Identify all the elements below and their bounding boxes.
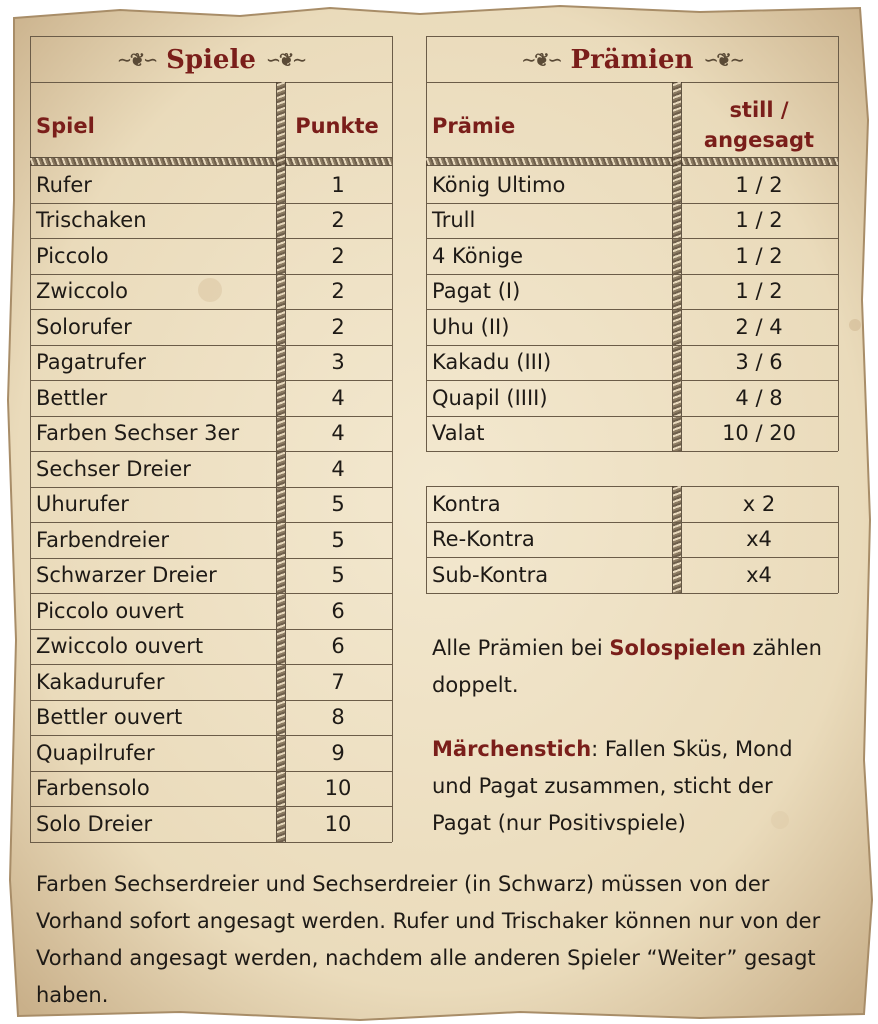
row-value: 9 bbox=[331, 740, 345, 765]
table-row bbox=[30, 203, 392, 239]
row-label: Solo Dreier bbox=[36, 811, 153, 836]
row-label: Bettler bbox=[36, 385, 108, 410]
solo-emphasis: Solospielen bbox=[609, 636, 746, 660]
row-value: 2 bbox=[331, 243, 345, 268]
table-row bbox=[30, 629, 392, 665]
table-row bbox=[30, 735, 392, 771]
table-row bbox=[30, 700, 392, 736]
row-label: Solorufer bbox=[36, 314, 132, 339]
table-row bbox=[30, 771, 392, 807]
row-value: 4 bbox=[331, 421, 345, 446]
col-header-spiel: Spiel bbox=[36, 114, 95, 138]
table-row bbox=[30, 593, 392, 629]
row-value: 7 bbox=[331, 669, 345, 694]
row-value: x4 bbox=[746, 527, 772, 552]
table-row bbox=[426, 416, 838, 452]
table-row bbox=[426, 203, 838, 239]
col-header-punkte: Punkte bbox=[295, 114, 379, 138]
row-value: 1 bbox=[331, 172, 345, 197]
table-border-top bbox=[30, 36, 392, 37]
row-label: Trull bbox=[432, 208, 476, 233]
row-label: Pagat (I) bbox=[432, 279, 521, 304]
table-row bbox=[30, 167, 392, 203]
title-divider bbox=[30, 82, 392, 83]
row-value: 6 bbox=[331, 598, 345, 623]
row-value: 10 bbox=[324, 811, 352, 836]
table-row bbox=[30, 451, 392, 487]
row-value: 6 bbox=[331, 634, 345, 659]
row-divider bbox=[30, 842, 392, 843]
row-value: 4 bbox=[331, 385, 345, 410]
row-divider bbox=[426, 593, 838, 594]
table-row bbox=[30, 806, 392, 842]
table-row bbox=[426, 309, 838, 345]
row-value: 8 bbox=[331, 705, 345, 730]
table-row bbox=[30, 238, 392, 274]
row-value: 10 bbox=[324, 776, 352, 801]
row-label: Re-Kontra bbox=[432, 527, 535, 552]
table-row bbox=[426, 486, 838, 522]
row-value: 3 bbox=[331, 350, 345, 375]
row-value: 5 bbox=[331, 527, 345, 552]
row-label: Quapil (IIII) bbox=[432, 385, 548, 410]
table-row bbox=[30, 345, 392, 381]
row-value: 2 / 4 bbox=[735, 314, 783, 339]
row-value: 2 bbox=[331, 314, 345, 339]
row-label: König Ultimo bbox=[432, 172, 566, 197]
row-label: Kakadu (III) bbox=[432, 350, 552, 375]
row-divider bbox=[426, 451, 838, 452]
table-row bbox=[30, 380, 392, 416]
table-row bbox=[30, 416, 392, 452]
row-value: 5 bbox=[331, 492, 345, 517]
table-border-right bbox=[392, 36, 393, 842]
table-row bbox=[426, 380, 838, 416]
row-label: Farbendreier bbox=[36, 527, 170, 552]
rope-divider-horizontal bbox=[426, 157, 838, 166]
row-value: 4 / 8 bbox=[735, 385, 783, 410]
flourish-right-icon: ∽❦∼ bbox=[265, 49, 306, 71]
row-label: Valat bbox=[432, 421, 485, 446]
row-value: 5 bbox=[331, 563, 345, 588]
table-row bbox=[426, 274, 838, 310]
row-value: 1 / 2 bbox=[735, 279, 783, 304]
row-value: 4 bbox=[331, 456, 345, 481]
row-label: Trischaken bbox=[36, 208, 147, 233]
row-label: 4 Könige bbox=[432, 243, 524, 268]
row-label: Rufer bbox=[36, 172, 92, 197]
table-row bbox=[426, 167, 838, 203]
table-row bbox=[426, 345, 838, 381]
table-border-right bbox=[838, 486, 839, 593]
row-label: Schwarzer Dreier bbox=[36, 563, 217, 588]
flourish-right-icon: ∽❦∼ bbox=[703, 49, 743, 71]
table-border-right bbox=[838, 36, 839, 451]
table-row bbox=[30, 274, 392, 310]
row-value: 1 / 2 bbox=[735, 243, 783, 268]
maerchenstich-note: Märchenstich: Fallen Sküs, Mond und Pagat zusammen, sticht der Pagat (nur Positivspiele) bbox=[432, 737, 793, 835]
flourish-left-icon: ∼❦∽ bbox=[521, 49, 561, 71]
row-label: Pagatrufer bbox=[36, 350, 146, 375]
row-label: Uhurufer bbox=[36, 492, 129, 517]
row-label: Sub-Kontra bbox=[432, 562, 549, 587]
row-value: x 2 bbox=[742, 491, 776, 516]
table-row bbox=[30, 664, 392, 700]
col-header-still-angesagt: still / angesagt bbox=[703, 98, 815, 152]
table-row bbox=[30, 309, 392, 345]
row-value: 10 / 20 bbox=[722, 421, 796, 446]
row-label: Zwiccolo bbox=[36, 279, 129, 304]
rope-divider-horizontal bbox=[30, 157, 392, 166]
row-label: Kontra bbox=[432, 491, 501, 516]
row-label: Piccolo bbox=[36, 243, 109, 268]
row-label: Farbensolo bbox=[36, 776, 150, 801]
row-label: Kakadurufer bbox=[36, 669, 165, 694]
praemien-title: ∼❦∽ Prämien ∽❦∼ bbox=[521, 45, 743, 75]
table-border-top bbox=[426, 36, 838, 37]
table-row bbox=[426, 557, 838, 593]
maerchenstich-emphasis: Märchenstich bbox=[432, 737, 592, 761]
col-header-praemie: Prämie bbox=[432, 114, 516, 138]
flourish-left-icon: ∼❦∽ bbox=[116, 49, 157, 71]
table-row bbox=[30, 487, 392, 523]
table-row bbox=[426, 238, 838, 274]
row-label: Bettler ouvert bbox=[36, 705, 183, 730]
row-label: Piccolo ouvert bbox=[36, 598, 184, 623]
row-label: Uhu (II) bbox=[432, 314, 510, 339]
table-row bbox=[30, 558, 392, 594]
row-label: Zwiccolo ouvert bbox=[36, 634, 204, 659]
row-value: 2 bbox=[331, 208, 345, 233]
row-label: Farben Sechser 3er bbox=[36, 421, 240, 446]
row-value: x4 bbox=[746, 562, 772, 587]
row-label: Quapilrufer bbox=[36, 740, 155, 765]
row-value: 3 / 6 bbox=[735, 350, 783, 375]
solo-note: Alle Prämien bei Solospielen zählen doppelt. bbox=[432, 636, 822, 697]
row-label: Sechser Dreier bbox=[36, 456, 191, 481]
table-row bbox=[426, 522, 838, 558]
title-divider bbox=[426, 82, 838, 83]
footer-note: Farben Sechserdreier und Sechserdreier (in Schwarz) müssen von der Vorhand sofort angesagt werden. Rufer und Trischaker können nur von der Vorhand angesagt werden, nachdem alle anderen Spieler “Weiter” gesagt haben. bbox=[36, 872, 821, 1007]
row-value: 1 / 2 bbox=[735, 208, 783, 233]
row-value: 1 / 2 bbox=[735, 172, 783, 197]
spiele-title: ∼❦∽ Spiele ∽❦∼ bbox=[116, 45, 306, 75]
row-value: 2 bbox=[331, 279, 345, 304]
table-row bbox=[30, 522, 392, 558]
